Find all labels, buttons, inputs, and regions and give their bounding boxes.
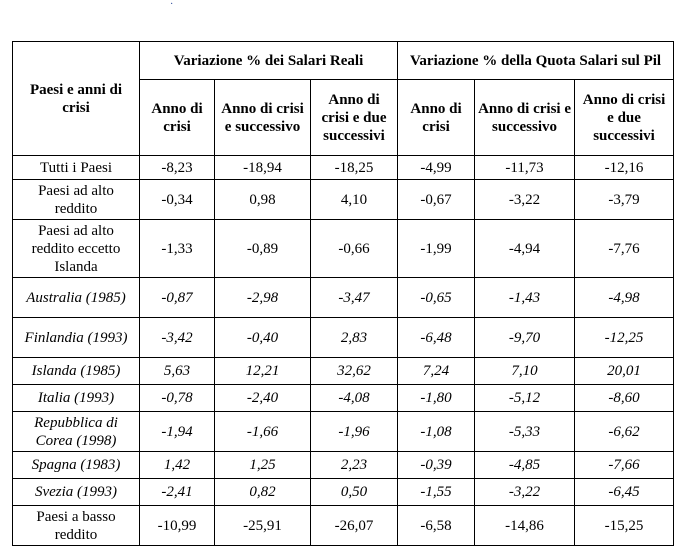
group-header-wage-share: Variazione % della Quota Salari sul Pil bbox=[398, 42, 674, 80]
table-row bbox=[13, 358, 674, 385]
row-label: Australia (1985) bbox=[13, 278, 140, 318]
table-cell: -15,25 bbox=[575, 506, 674, 546]
sub-header: Anno di crisi bbox=[140, 80, 215, 156]
sub-header: Anno di crisi e due successivi bbox=[311, 80, 398, 156]
table-cell: 12,21 bbox=[215, 358, 311, 385]
table-cell: -4,99 bbox=[398, 156, 475, 180]
table-cell: -26,07 bbox=[311, 506, 398, 546]
table-cell: 4,10 bbox=[311, 180, 398, 220]
table-cell: -2,40 bbox=[215, 385, 311, 412]
table-cell: 0,82 bbox=[215, 479, 311, 506]
table-cell: -12,16 bbox=[575, 156, 674, 180]
table-cell: -2,41 bbox=[140, 479, 215, 506]
row-label: Paesi ad alto reddito bbox=[13, 180, 140, 220]
stray-mark: · bbox=[170, 0, 174, 10]
table-cell: -6,62 bbox=[575, 412, 674, 452]
table-row bbox=[13, 278, 674, 318]
table-cell: -0,87 bbox=[140, 278, 215, 318]
table-row bbox=[13, 156, 674, 180]
table-cell: 0,50 bbox=[311, 479, 398, 506]
table-cell: 7,10 bbox=[475, 358, 575, 385]
row-label: Islanda (1985) bbox=[13, 358, 140, 385]
row-label: Paesi ad alto reddito eccetto Islanda bbox=[13, 220, 140, 278]
table-cell: -14,86 bbox=[475, 506, 575, 546]
table-cell: -7,76 bbox=[575, 220, 674, 278]
table-cell: -18,25 bbox=[311, 156, 398, 180]
table-cell: -10,99 bbox=[140, 506, 215, 546]
row-label: Spagna (1983) bbox=[13, 452, 140, 479]
table-cell: 2,83 bbox=[311, 318, 398, 358]
table-row bbox=[13, 385, 674, 412]
table-cell: -8,23 bbox=[140, 156, 215, 180]
table-cell: -11,73 bbox=[475, 156, 575, 180]
row-label: Paesi a basso reddito bbox=[13, 506, 140, 546]
table-cell: 32,62 bbox=[311, 358, 398, 385]
table-cell: -1,55 bbox=[398, 479, 475, 506]
table-cell: -5,12 bbox=[475, 385, 575, 412]
sub-header: Anno di crisi bbox=[398, 80, 475, 156]
row-label: Finlandia (1993) bbox=[13, 318, 140, 358]
table-cell: -12,25 bbox=[575, 318, 674, 358]
table-row bbox=[13, 180, 674, 220]
table-row bbox=[13, 506, 674, 546]
table-row bbox=[13, 412, 674, 452]
table-cell: -1,43 bbox=[475, 278, 575, 318]
table-cell: -3,47 bbox=[311, 278, 398, 318]
table-cell: -0,65 bbox=[398, 278, 475, 318]
table-cell: -6,45 bbox=[575, 479, 674, 506]
table-cell: -0,66 bbox=[311, 220, 398, 278]
table-cell: -1,33 bbox=[140, 220, 215, 278]
table-cell: -18,94 bbox=[215, 156, 311, 180]
table-cell: -9,70 bbox=[475, 318, 575, 358]
table-cell: -6,58 bbox=[398, 506, 475, 546]
table-cell: -7,66 bbox=[575, 452, 674, 479]
sub-header: Anno di crisi e successivo bbox=[215, 80, 311, 156]
table-cell: -6,48 bbox=[398, 318, 475, 358]
table-cell: 7,24 bbox=[398, 358, 475, 385]
table-cell: -0,39 bbox=[398, 452, 475, 479]
table-row bbox=[13, 318, 674, 358]
table-cell: -8,60 bbox=[575, 385, 674, 412]
table-cell: -1,08 bbox=[398, 412, 475, 452]
row-label-header: Paesi e anni di crisi bbox=[13, 42, 140, 156]
table-cell: 1,25 bbox=[215, 452, 311, 479]
table-cell: -1,94 bbox=[140, 412, 215, 452]
row-label: Repubblica di Corea (1998) bbox=[13, 412, 140, 452]
table-row bbox=[13, 220, 674, 278]
table-cell: -0,78 bbox=[140, 385, 215, 412]
table-cell: -3,22 bbox=[475, 479, 575, 506]
table-cell: -4,98 bbox=[575, 278, 674, 318]
table-cell: -0,89 bbox=[215, 220, 311, 278]
table-cell: -0,34 bbox=[140, 180, 215, 220]
table-cell: -25,91 bbox=[215, 506, 311, 546]
row-label: Svezia (1993) bbox=[13, 479, 140, 506]
row-label: Tutti i Paesi bbox=[13, 156, 140, 180]
sub-header: Anno di crisi e successivo bbox=[475, 80, 575, 156]
group-header-real-wages: Variazione % dei Salari Reali bbox=[140, 42, 398, 80]
table-cell: -1,80 bbox=[398, 385, 475, 412]
table-row bbox=[13, 452, 674, 479]
table-cell: -2,98 bbox=[215, 278, 311, 318]
table-cell: -3,42 bbox=[140, 318, 215, 358]
table-cell: -3,79 bbox=[575, 180, 674, 220]
sub-header: Anno di crisi e due successivi bbox=[575, 80, 674, 156]
table-cell: -1,99 bbox=[398, 220, 475, 278]
table-cell: -1,96 bbox=[311, 412, 398, 452]
wage-variation-table bbox=[12, 41, 674, 546]
table-cell: -1,66 bbox=[215, 412, 311, 452]
table-cell: 5,63 bbox=[140, 358, 215, 385]
table-cell: -4,94 bbox=[475, 220, 575, 278]
table-cell: -3,22 bbox=[475, 180, 575, 220]
table-cell: -4,85 bbox=[475, 452, 575, 479]
table-cell: -4,08 bbox=[311, 385, 398, 412]
table-cell: -5,33 bbox=[475, 412, 575, 452]
row-label: Italia (1993) bbox=[13, 385, 140, 412]
table-cell: 20,01 bbox=[575, 358, 674, 385]
table-row bbox=[13, 479, 674, 506]
table-cell: 0,98 bbox=[215, 180, 311, 220]
table-cell: 2,23 bbox=[311, 452, 398, 479]
table-cell: 1,42 bbox=[140, 452, 215, 479]
table-cell: -0,40 bbox=[215, 318, 311, 358]
table-cell: -0,67 bbox=[398, 180, 475, 220]
